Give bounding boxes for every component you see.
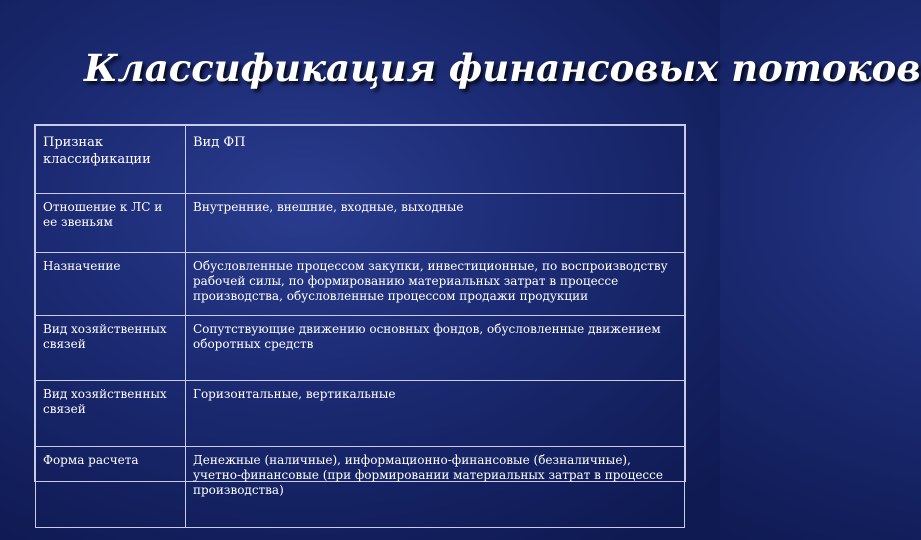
types-cell: Горизонтальные, вертикальные (186, 381, 685, 447)
criterion-cell: Назначение (36, 253, 186, 316)
table-row (36, 447, 685, 528)
table-header-row (36, 126, 685, 194)
table-row (36, 194, 685, 253)
criterion-cell: Отношение к ЛС и ее звеньям (36, 194, 186, 253)
types-cell: Сопутствующие движению основных фондов, обусловленные движением оборотных средств (186, 316, 685, 381)
classification-table (34, 124, 686, 497)
types-cell: Внутренние, внешние, входные, выходные (186, 194, 685, 253)
criterion-cell: Вид хозяйственных связей (36, 381, 186, 447)
header-cell-types: Вид ФП (186, 126, 685, 194)
table-row (36, 316, 685, 381)
slide-title: Классификация финансовых потоков (84, 46, 921, 90)
classification-table-grid (35, 125, 685, 528)
criterion-cell: Форма расчета (36, 447, 186, 528)
types-cell: Обусловленные процессом закупки, инвестиционные, по воспроизводству рабочей силы, по формированию материальных затрат в процессе производства, обусловленные процессом продажи продукции (186, 253, 685, 316)
criterion-cell: Вид хозяйственных связей (36, 316, 186, 381)
table-row (36, 381, 685, 447)
table-row (36, 253, 685, 316)
types-cell: Денежные (наличные), информационно-финансовые (безналичные), учетно-финансовые (при формировании материальных затрат в процессе производства) (186, 447, 685, 528)
header-cell-criterion: Признак классификации (36, 126, 186, 194)
